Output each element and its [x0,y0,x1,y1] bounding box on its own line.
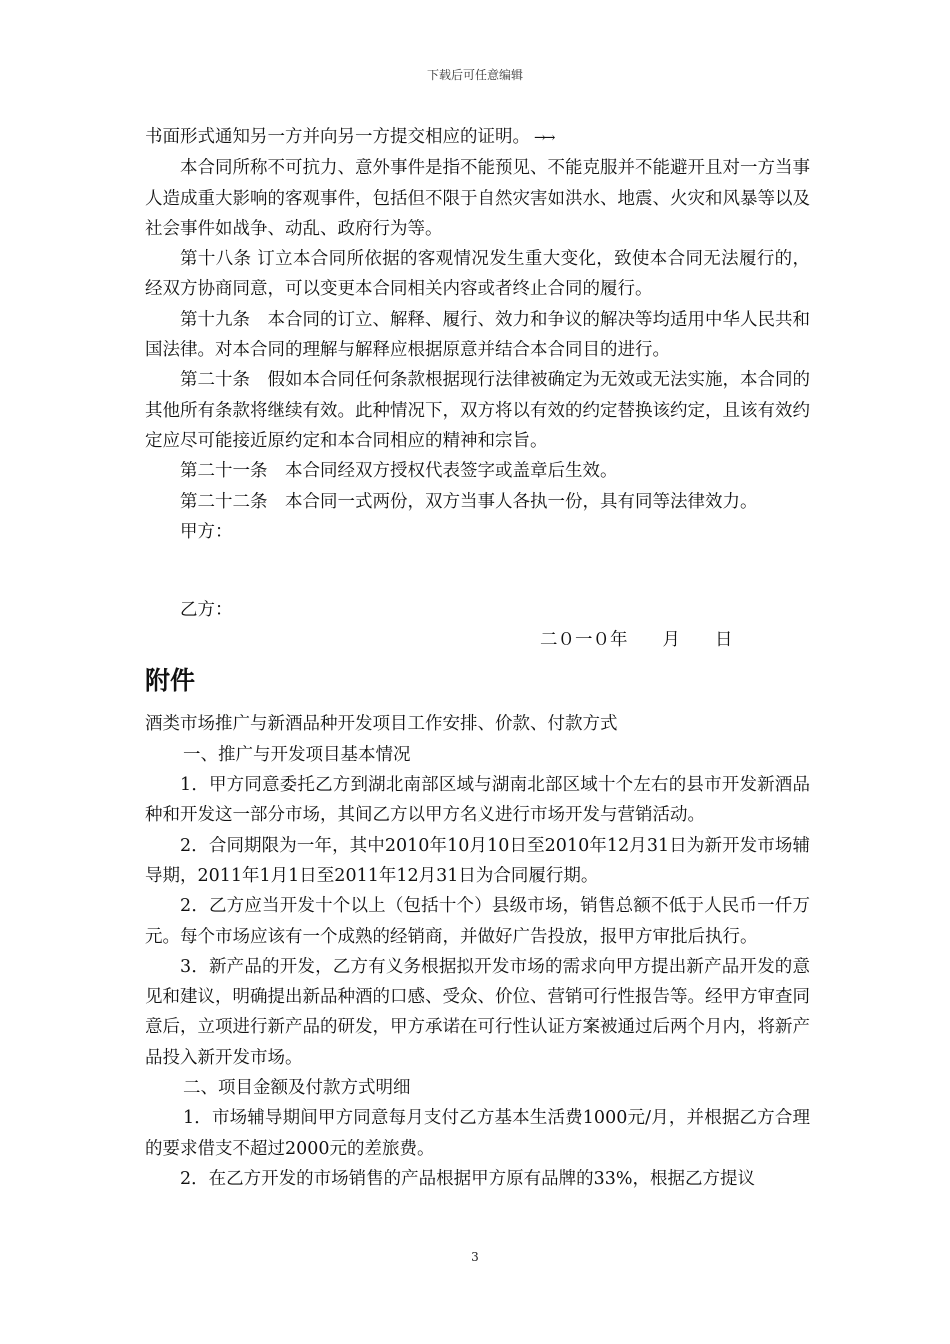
section-2-item-2: 2．在乙方开发的市场销售的产品根据甲方原有品牌的33%，根据乙方提议 [180,1168,756,1189]
arrow-mark-icon: →→ [534,130,554,146]
article-19: 第十九条 本合同的订立、解释、履行、效力和争议的解决等均适用中华人民共和国法律。对本合同的理解与解释应根据原意并结合本合同目的进行。 [145,309,810,361]
paragraph-force-majeure: 本合同所称不可抗力、意外事件是指不能预见、不能克服并不能避开且对一方当事人造成重大影响的客观事件，包括但不限于自然灾害如洪水、地震、火灾和风暴等以及社会事件如战争、动乱、政府行为等。 [145,158,810,239]
article-21: 第二十一条 本合同经双方授权代表签字或盖章后生效。 [180,461,618,482]
party-b-label: 乙方： [180,600,233,621]
section-1-item-4: 3．新产品的开发，乙方有义务根据拟开发市场的需求向甲方提出新产品开发的意见和建议，明确提出新品种酒的口感、受众、价位、营销可行性报告等。经甲方审查同意后，立项进行新产品的研发，甲方承诺在可行性认证方案被通过后两个月内，将新产品投入新开发市场。 [145,956,810,1068]
section-2-item-1: 1．市场辅导期间甲方同意每月支付乙方基本生活费1000元/月，并根据乙方合理的要求借支不超过2000元的差旅费。 [145,1108,810,1159]
signature-space [145,547,810,595]
appendix-section-2: 二、项目金额及付款方式明细 [183,1078,411,1099]
article-18: 第十八条 订立本合同所依据的客观情况发生重大变化，致使本合同无法履行的，经双方协商同意，可以变更本合同相关内容或者终止合同的履行。 [145,249,810,300]
paragraph-notice-text: 书面形式通知另一方并向另一方提交相应的证明。 [145,127,530,147]
page-number: 3 [471,1250,479,1264]
article-20: 第二十条 假如本合同任何条款根据现行法律被确定为无效或无法实施，本合同的其他所有条款将继续有效。此种情况下，双方将以有效的约定替换该约定，且该有效约定应尽可能接近原约定和本合同相应的精神和宗旨。 [145,370,810,451]
party-a-label: 甲方： [180,521,233,542]
section-1-item-2: 2．合同期限为一年，其中2010年10月10日至2010年12月31日为新开发市场辅导期，2011年1月1日至2011年12月31日为合同履行期。 [145,835,810,886]
appendix-title: 附件 [145,666,196,696]
paragraph-notice [145,122,810,153]
document-body [145,122,810,1194]
section-1-item-1: 1．甲方同意委托乙方到湖北南部区域与湖南北部区域十个左右的县市开发新酒品种和开发这一部分市场，其间乙方以甲方名义进行市场开发与营销活动。 [145,775,810,826]
signing-date: 二０一０年 月 日 [540,630,733,651]
page-header: 下载后可任意编辑 [426,68,523,82]
appendix-subtitle: 酒类市场推广与新酒品种开发项目工作安排、价款、付款方式 [145,714,618,735]
appendix-section-1: 一、推广与开发项目基本情况 [183,744,411,765]
article-22: 第二十二条 本合同一式两份，双方当事人各执一份，具有同等法律效力。 [180,491,758,512]
section-1-item-3: 2．乙方应当开发十个以上（包括十个）县级市场，销售总额不低于人民币一仟万元。每个市场应该有一个成熟的经销商，并做好广告投放，报甲方审批后执行。 [145,896,810,947]
